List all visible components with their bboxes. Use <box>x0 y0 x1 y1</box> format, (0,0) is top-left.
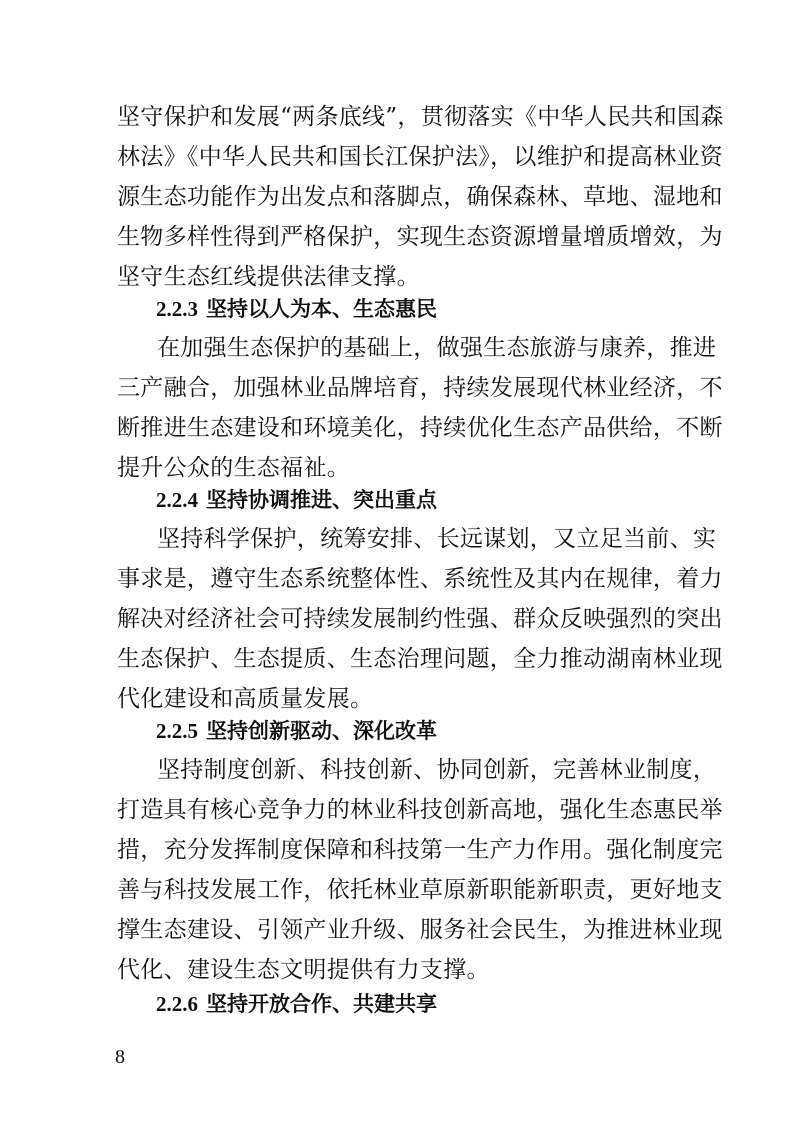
paragraph-line: 解决对经济社会可持续发展制约性强、群众反映强烈的突出 <box>117 606 723 632</box>
paragraph-line: 善与科技发展工作，依托林业草原新职能新职责，更好地支 <box>117 877 723 903</box>
paragraph-line: 撑生态建设、引领产业升级、服务社会民生，为推进林业现 <box>117 917 723 943</box>
section-title: 坚持协调推进、突出重点 <box>206 488 437 512</box>
section-number: 2.2.3 <box>156 297 198 321</box>
section-number: 2.2.4 <box>156 488 198 512</box>
paragraph-line: 源生态功能作为出发点和落脚点，确保森林、草地、湿地和 <box>117 184 723 210</box>
section-heading-2-2-3 <box>156 295 437 323</box>
section-heading-2-2-4 <box>156 486 437 514</box>
paragraph-line: 打造具有核心竞争力的林业科技创新高地，强化生态惠民举 <box>117 797 723 823</box>
paragraph-line: 坚持科学保护，统筹安排、长远谋划，又立足当前、实 <box>157 526 717 552</box>
paragraph-line: 提升公众的生态福祉。 <box>117 455 350 481</box>
section-heading-2-2-6 <box>156 990 437 1018</box>
section-heading-2-2-5 <box>156 717 437 745</box>
paragraph-line: 断推进生态建设和环境美化，持续优化生态产品供给，不断 <box>117 415 723 441</box>
paragraph-line: 坚守保护和发展“两条底线”，贯彻落实《中华人民共和国森 <box>117 104 724 130</box>
page-number: 8 <box>115 1046 125 1068</box>
section-number: 2.2.5 <box>156 719 198 743</box>
paragraph-line: 坚守生态红线提供法律支撑。 <box>117 264 420 290</box>
section-number: 2.2.6 <box>156 992 198 1016</box>
section-title: 坚持开放合作、共建共享 <box>206 992 437 1016</box>
paragraph-line: 三产融合，加强林业品牌培育，持续发展现代林业经济，不 <box>117 375 723 401</box>
section-title: 坚持创新驱动、深化改革 <box>206 719 437 743</box>
paragraph-line: 生物多样性得到严格保护，实现生态资源增量增质增效，为 <box>117 224 723 250</box>
paragraph-line: 在加强生态保护的基础上，做强生态旅游与康养，推进 <box>157 335 717 361</box>
paragraph-line: 事求是，遵守生态系统整体性、系统性及其内在规律，着力 <box>117 566 723 592</box>
paragraph-line: 生态保护、生态提质、生态治理问题，全力推动湖南林业现 <box>117 646 723 672</box>
paragraph-line: 坚持制度创新、科技创新、协同创新，完善林业制度， <box>157 757 717 783</box>
paragraph-line: 代化建设和高质量发展。 <box>117 686 374 712</box>
section-title: 坚持以人为本、生态惠民 <box>206 297 437 321</box>
paragraph-line: 林法》《中华人民共和国长江保护法》，以维护和提高林业资 <box>117 144 724 170</box>
paragraph-line: 代化、建设生态文明提供有力支撑。 <box>117 957 490 983</box>
paragraph-line: 措，充分发挥制度保障和科技第一生产力作用。强化制度完 <box>117 837 723 863</box>
